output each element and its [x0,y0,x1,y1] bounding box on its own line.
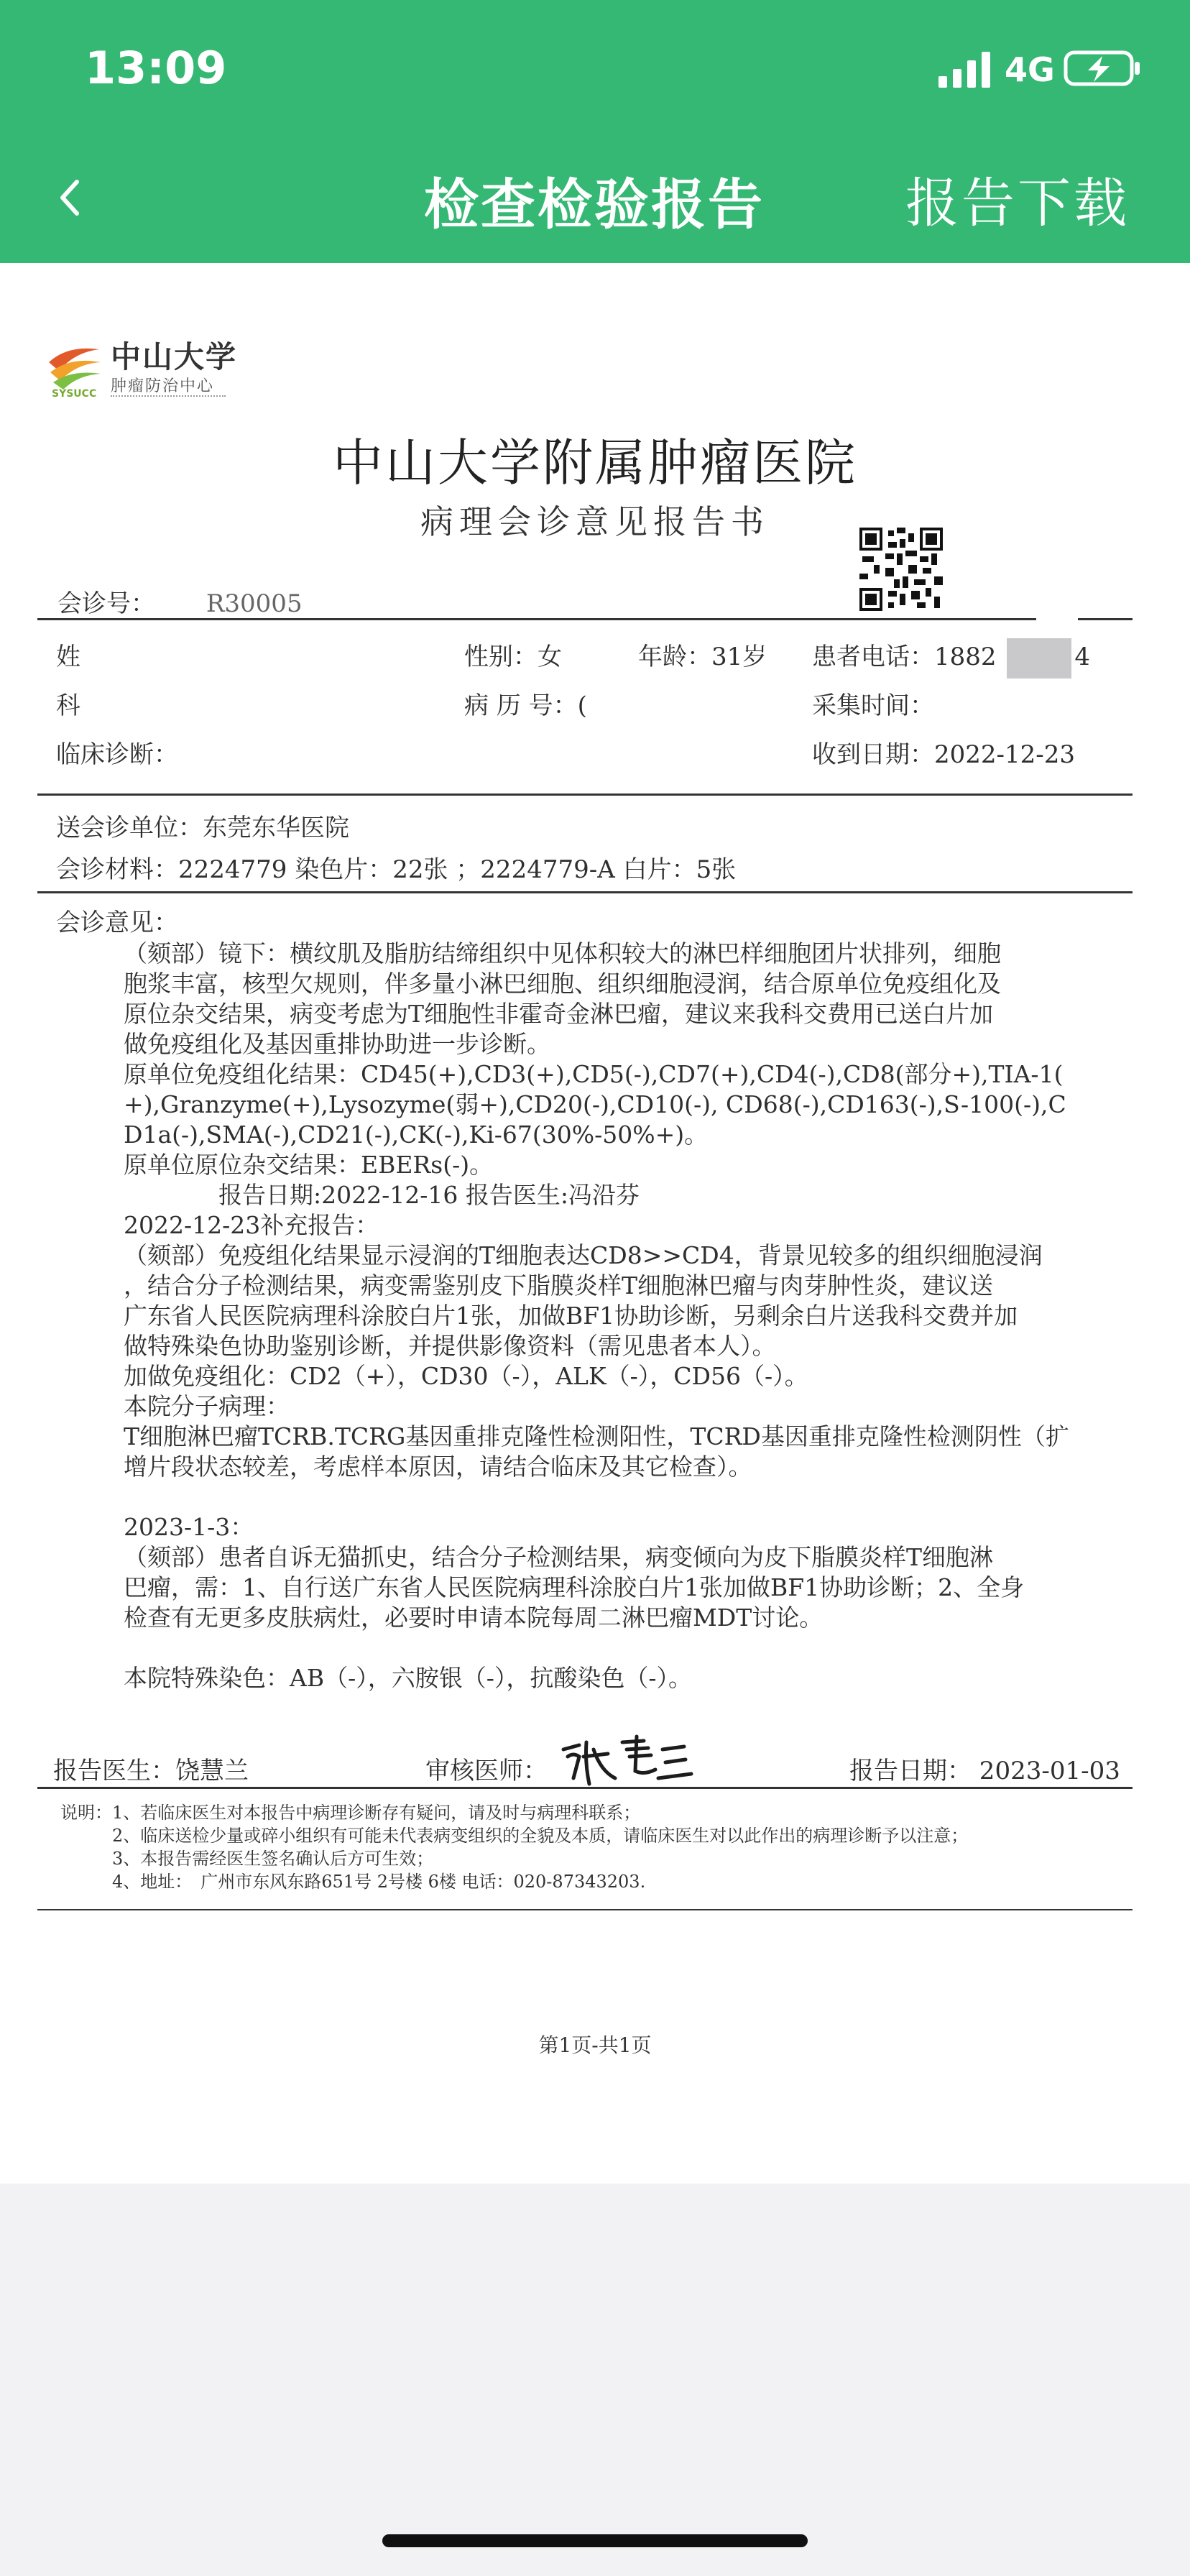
hospital-name: 中山大学附属肿瘤医院 [333,433,857,492]
hospital-logo [46,334,240,405]
report-doctor: 报告医生：饶慧兰 [53,1757,249,1785]
opinion-line [124,1633,1130,1663]
reviewer-signature [558,1728,694,1793]
consult-no: 会诊号： R30005 [57,589,303,618]
report-download-button[interactable]: 报告下载 [905,172,1130,234]
opinion-line: 做特殊染色协助鉴别诊断，并提供影像资料（需见患者本人）。 [124,1332,776,1360]
material-rule [37,891,1133,893]
opinion-line [124,1482,1130,1512]
opinion-line: 做免疫组化及基因重排协助进一步诊断。 [124,1030,550,1058]
patient-age: 年龄：31岁 [638,643,767,671]
opinion-line: （颏部）镜下：横纹肌及脂肪结缔组织中见体积较大的淋巴样细胞团片状排列，细胞 [124,939,1001,967]
logo-subtitle: 肿瘤防治中心 [111,377,215,395]
phone-redaction [1007,638,1071,678]
opinion-line: 加做免疫组化：CD2（+），CD30（-），ALK（-），CD56（-）。 [124,1362,808,1390]
opinion-line: 广东省人民医院病理科涂胶白片1张，加做BF1协助诊断，另剩余白片送我科交费并加 [124,1302,1018,1330]
record-no-label: 病 历 号：( [464,691,587,720]
opinion-line: +),Granzyme(+),Lysozyme(弱+),CD20(-),CD10(-), CD68(-),CD163(-),S-100(-),C [124,1090,1066,1118]
report-title: 病理会诊意见报告书 [420,502,770,541]
opinion-line: 报告日期:2022-12-16 报告医生:冯沿芬 [124,1181,640,1209]
page-indicator: 第1页-共1页 [538,2033,652,2057]
opinion-line: 2022-12-23补充报告： [124,1211,379,1239]
top-bar [0,0,1190,263]
opinion-label: 会诊意见： [56,908,178,937]
qr-code-icon [859,528,943,611]
page-title: 检查检验报告 [424,172,765,236]
opinion-line: 本院特殊染色：AB（-），六胺银（-），抗酸染色（-）。 [124,1664,693,1692]
consult-no-value: R30005 [206,589,303,618]
patient-name-label: 姓 [56,643,80,671]
battery-charging-icon [1064,50,1143,86]
collect-time-label: 采集时间： [812,691,934,720]
header-rule [37,618,1036,620]
status-time: 13:09 [85,42,227,94]
signal-icon [938,52,993,88]
opinion-line: 2023-1-3： [124,1513,254,1541]
opinion-line: 原位杂交结果，病变考虑为T细胞性非霍奇金淋巴瘤，建议来我科交费用已送白片加 [124,1000,994,1028]
logo-divider [111,395,226,400]
review-doctor-label: 审核医师： [425,1757,548,1785]
patient-phone: 患者电话：1882 4 [812,637,1090,678]
opinion-line: 本院分子病理： [124,1392,290,1420]
received-date: 收到日期：2022-12-23 [812,740,1076,769]
consult-material: 会诊材料：2224779 染色片：22张 ；2224779-A 白片：5张 [56,855,737,884]
note-line: 2、临床送检少量或碎小组织有可能未代表病变组织的全貌及本质，请临床医生对以此作出的病理诊断予以注意； [60,1826,969,1846]
clinical-diagnosis-label: 临床诊断： [56,740,178,769]
opinion-line: T细胞淋巴瘤TCRB.TCRG基因重排克隆性检测阳性，TCRD基因重排克隆性检测阴性（扩 [124,1422,1069,1450]
opinion-line: 原单位免疫组化结果：CD45(+),CD3(+),CD5(-),CD7(+),CD4(-),CD8(部分+),TIA-1( [124,1060,1064,1088]
opinion-line: D1a(-),SMA(-),CD21(-),CK(-),Ki-67(30%-50%+)。 [124,1121,709,1149]
department-label: 科 [56,691,80,720]
header-rule-right [1078,618,1133,620]
network-type: 4G [1005,50,1055,89]
signature-rule [37,1787,1133,1789]
final-report-date: 报告日期： 2023-01-03 [849,1757,1120,1785]
opinion-line: 原单位原位杂交结果：EBERs(-)。 [124,1151,494,1179]
home-indicator[interactable] [382,2534,808,2547]
sender-unit: 送会诊单位：东莞东华医院 [56,814,349,842]
opinion-line: （颏部）患者自诉无猫抓史，结合分子检测结果，病变倾向为皮下脂膜炎样T细胞淋 [124,1543,994,1571]
report-document [0,263,1190,2184]
notes-rule [37,1909,1133,1910]
note-line: 4、地址： 广州市东风东路651号 2号楼 6楼 电话：020-87343203. [60,1872,646,1892]
opinion-line: 增片段状态较差，考虑样本原因，请结合临床及其它检查）。 [124,1453,752,1481]
patient-gender: 性别：女 [464,643,562,671]
opinion-line: 巴瘤，需：1、自行送广东省人民医院病理科涂胶白片1张加做BF1协助诊断；2、全身 [124,1573,1025,1601]
opinion-line: （颏部）免疫组化结果显示浸润的T细胞表达CD8>>CD4，背景见较多的组织细胞浸润 [124,1241,1043,1269]
note-line: 说明：1、若临床医生对本报告中病理诊断存有疑问，请及时与病理科联系； [60,1803,641,1823]
opinion-line: 检查有无更多皮肤病灶，必要时申请本院每周二淋巴瘤MDT讨论。 [124,1604,824,1632]
logo-abbr: SYSUCC [52,388,97,400]
opinion-line: 胞浆丰富，核型欠规则，伴多量小淋巴细胞、组织细胞浸润，结合原单位免疫组化及 [124,970,1001,998]
info-rule [37,794,1133,796]
opinion-line: ，结合分子检测结果，病变需鉴别皮下脂膜炎样T细胞淋巴瘤与肉芽肿性炎，建议送 [124,1271,994,1300]
note-line: 3、本报告需经医生签名确认后方可生效； [60,1849,434,1869]
opinion-body [124,939,1130,1692]
logo-name: 中山大学 [111,339,238,374]
